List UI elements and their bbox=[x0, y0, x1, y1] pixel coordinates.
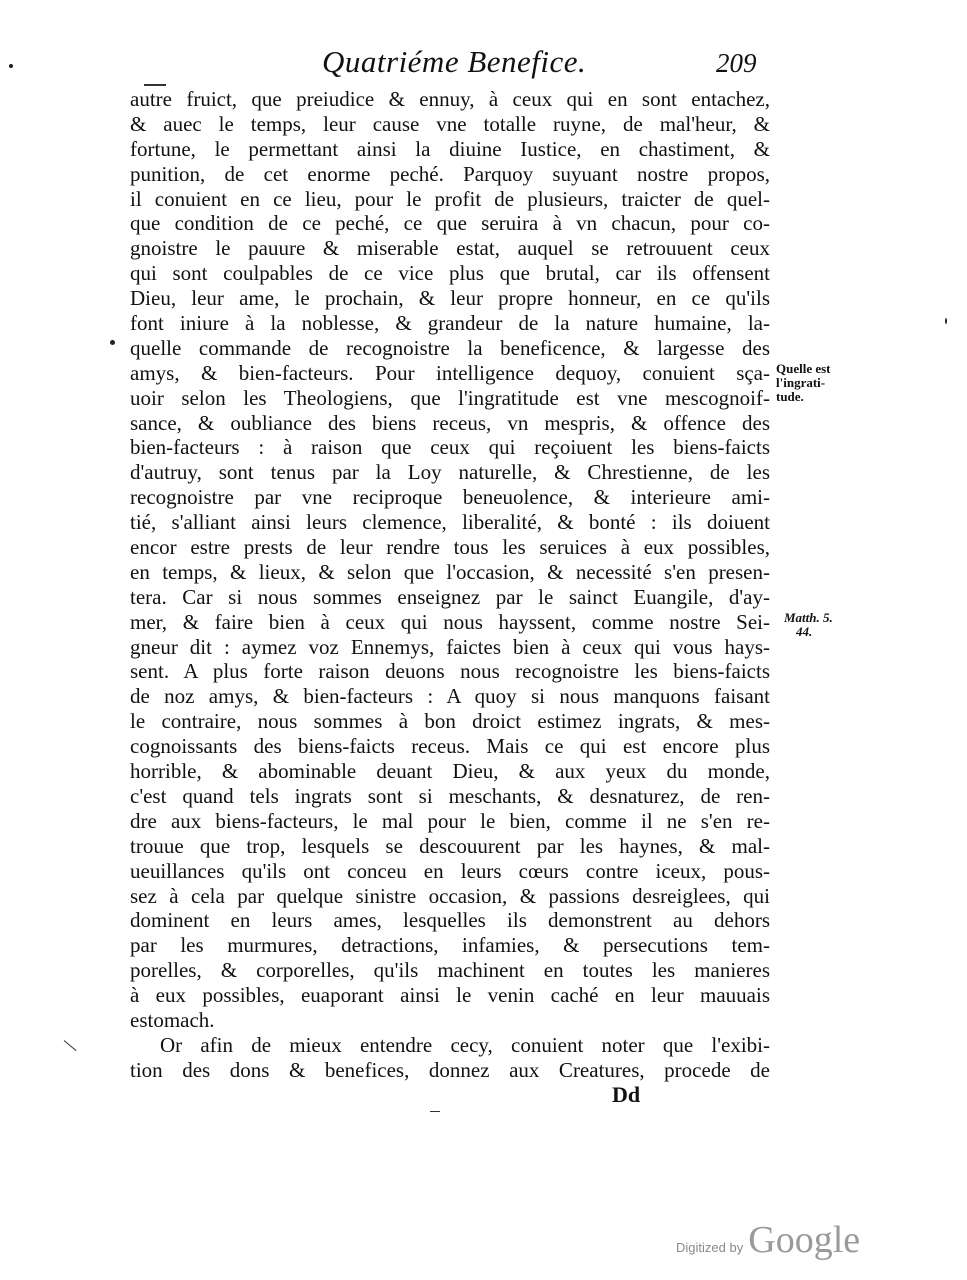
text-line: sent. A plus forte raison deuons nous recognoistre les biens-faicts bbox=[130, 659, 770, 684]
digitized-prefix: Digitized by bbox=[676, 1240, 744, 1255]
text-line: recognoistre par vne reciproque beneuolence, & interieure ami- bbox=[130, 485, 770, 510]
text-line: qui sont coulpables de ce vice plus que brutal, car ils offensent bbox=[130, 261, 770, 286]
text-line: le contraire, nous sommes à bon droict estimez ingrats, & mes- bbox=[130, 709, 770, 734]
margin-note-line: l'ingrati- bbox=[776, 375, 826, 390]
text-line: bien-facteurs : à raison que ceux qui reçoiuent les biens-faicts bbox=[130, 435, 770, 460]
text-line: sance, & oubliance des biens receus, vn mespris, & offence des bbox=[130, 410, 770, 435]
text-line: fortune, le permettant ainsi la diuine Iustice, en chastiment, & bbox=[130, 136, 770, 161]
google-logo: Google bbox=[748, 1219, 861, 1261]
scan-speck bbox=[110, 340, 115, 345]
scan-mark bbox=[64, 1040, 77, 1051]
text-line: ueuillances qu'ils ont conceu en leurs cœurs contre iceux, pous- bbox=[130, 858, 770, 883]
text-line: font iniure à la noblesse, & grandeur de la nature humaine, la- bbox=[130, 311, 770, 336]
text-line: dominent en leurs ames, lesquelles ils demonstrent au dehors bbox=[130, 908, 770, 933]
scan-mark bbox=[430, 1111, 440, 1112]
text-line: & auec le temps, leur cause vne totalle ruyne, de mal'heur, & bbox=[130, 111, 770, 136]
text-line: en temps, & lieux, & selon que l'occasion, & necessité s'en presen- bbox=[130, 559, 770, 584]
scan-speck bbox=[945, 318, 947, 324]
text-line: par les murmures, detractions, infamies, & persecutions tem- bbox=[130, 933, 770, 958]
text-line: tié, s'alliant ainsi leurs clemence, liberalité, & bonté : ils doiuent bbox=[130, 510, 770, 535]
text-line: quelle commande de recognoistre la beneficence, & largesse des bbox=[130, 335, 770, 360]
text-line: mer, & faire bien à ceux qui nous hayssent, comme nostre Sei- bbox=[130, 609, 770, 634]
text-line: de noz amys, & bien-facteurs : A quoy si nous manquons faisant bbox=[130, 684, 770, 709]
text-line: punition, de cet enorme peché. Parquoy suyuant nostre propos, bbox=[130, 161, 770, 186]
text-line: il conuient en ce lieu, pour le profit de plusieurs, traicter de quel- bbox=[130, 186, 770, 211]
text-line: porelles, & corporelles, qu'ils machinent en toutes les manieres bbox=[130, 958, 770, 983]
text-line: uoir selon les Theologiens, que l'ingratitude est vne mescognoif- bbox=[130, 385, 770, 410]
margin-note-line: Matth. 5. bbox=[784, 610, 833, 625]
text-line: tion des dons & benefices, donnez aux Creatures, procede de bbox=[130, 1057, 770, 1082]
text-line: Or afin de mieux entendre cecy, conuient noter que l'exibi- bbox=[160, 1032, 770, 1057]
scan-mark bbox=[144, 84, 166, 86]
margin-note-reference bbox=[784, 611, 833, 639]
running-title: Quatriéme Benefice. bbox=[322, 44, 587, 79]
margin-note-line: 44. bbox=[796, 624, 813, 639]
text-line: trouue que trop, lesquels se descouurent par les haynes, & mal- bbox=[130, 833, 770, 858]
text-line: à eux possibles, euaporant ainsi le venin caché en leur mauuais bbox=[130, 983, 770, 1008]
text-line: gneur dit : aymez voz Ennemys, faictes bien à ceux qui vous hays- bbox=[130, 634, 770, 659]
text-line: autre fruict, que preiudice & ennuy, à ceux qui en sont entachez, bbox=[130, 87, 770, 111]
text-line: dre aux biens-facteurs, le mal pour le bien, comme il ne s'en re- bbox=[130, 808, 770, 833]
text-line: que condition de ce peché, ce que seruira à vn chacun, pour co- bbox=[130, 211, 770, 236]
text-line: horrible, & abominable deuant Dieu, & aux yeux du monde, bbox=[130, 759, 770, 784]
signature-mark: Dd bbox=[612, 1082, 641, 1107]
text-line: tera. Car si nous sommes enseignez par le sainct Euangile, d'ay- bbox=[130, 584, 770, 609]
body-text bbox=[130, 87, 770, 1083]
scan-speck bbox=[9, 64, 13, 68]
text-line: c'est quand tels ingrats sont si meschants, & desnaturez, de ren- bbox=[130, 783, 770, 808]
text-line: cognoissants des biens-faicts receus. Mais ce qui est encore plus bbox=[130, 734, 770, 759]
margin-note-ingratitude bbox=[776, 362, 831, 404]
digitized-watermark bbox=[676, 1218, 860, 1262]
text-line: Dieu, leur ame, le prochain, & leur propre honneur, en ce qu'ils bbox=[130, 286, 770, 311]
margin-note-line: tude. bbox=[776, 389, 804, 404]
text-line: gnoistre le pauure & miserable estat, auquel se retrouuent ceux bbox=[130, 236, 770, 261]
text-line: sez à cela par quelque sinistre occasion, & passions desreiglees, qui bbox=[130, 883, 770, 908]
margin-note-line: Quelle est bbox=[776, 361, 831, 376]
text-line: amys, & bien-facteurs. Pour intelligence dequoy, conuient sça- bbox=[130, 360, 770, 385]
page-number: 209 bbox=[716, 48, 757, 78]
text-line: encor estre prests de leur rendre tous les seruices à eux possibles, bbox=[130, 535, 770, 560]
text-line: estomach. bbox=[130, 1007, 215, 1032]
text-line: d'autruy, sont tenus par la Loy naturelle, & Chrestienne, de les bbox=[130, 460, 770, 485]
